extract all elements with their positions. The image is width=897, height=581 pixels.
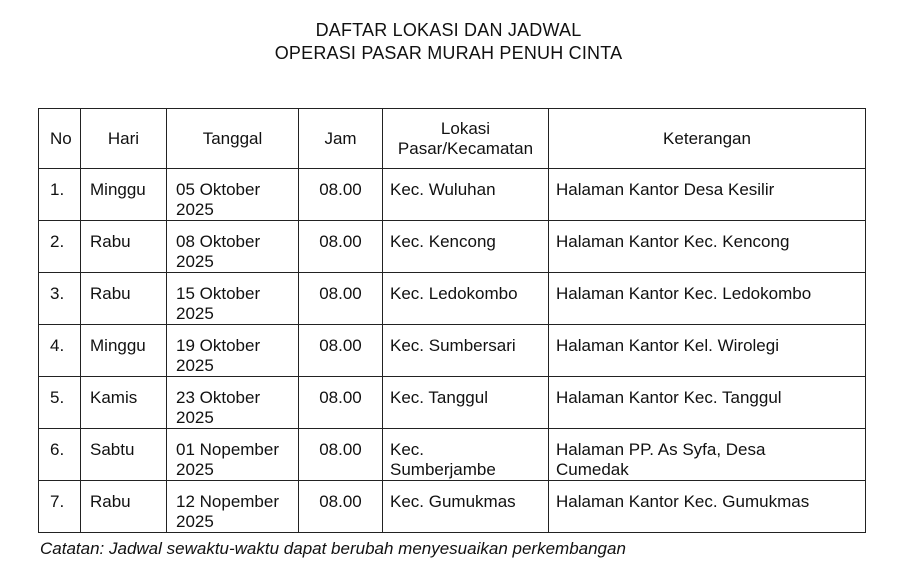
cell-tanggal-date: 23 Oktober	[176, 388, 261, 407]
cell-keterangan-line-1: Halaman Kantor Kec. Kencong	[556, 232, 790, 251]
cell-lokasi-line-1: Kec. Sumbersari	[390, 336, 516, 355]
cell-lokasi-line-1: Kec. Kencong	[390, 232, 496, 251]
cell-tanggal-year: 2025	[176, 200, 214, 219]
cell-no: 7.	[39, 481, 81, 533]
cell-keterangan-line-1: Halaman Kantor Kel. Wirolegi	[556, 336, 779, 355]
table-row	[39, 221, 866, 273]
cell-keterangan-line-1: Halaman Kantor Kec. Tanggul	[556, 388, 782, 407]
cell-lokasi-line-1: Kec. Gumukmas	[390, 492, 516, 511]
cell-lokasi	[383, 325, 549, 377]
cell-lokasi-line-2: Sumberjambe	[390, 460, 496, 479]
cell-keterangan-line-1: Halaman PP. As Syfa, Desa	[556, 440, 766, 459]
cell-no: 1.	[39, 169, 81, 221]
cell-keterangan	[549, 325, 866, 377]
cell-keterangan	[549, 221, 866, 273]
cell-tanggal-year: 2025	[176, 408, 214, 427]
cell-jam: 08.00	[299, 221, 383, 273]
cell-hari: Sabtu	[81, 429, 167, 481]
cell-lokasi-line-1: Kec. Tanggul	[390, 388, 488, 407]
table-header-row	[39, 109, 866, 169]
cell-lokasi-line-1: Kec. Wuluhan	[390, 180, 496, 199]
cell-keterangan-line-1: Halaman Kantor Desa Kesilir	[556, 180, 775, 199]
cell-lokasi	[383, 221, 549, 273]
cell-jam: 08.00	[299, 377, 383, 429]
cell-keterangan	[549, 273, 866, 325]
column-header-lokasi	[383, 109, 549, 169]
cell-tanggal	[167, 377, 299, 429]
column-header-jam: Jam	[299, 109, 383, 169]
cell-tanggal-date: 12 Nopember	[176, 492, 280, 511]
cell-tanggal-date: 15 Oktober	[176, 284, 261, 303]
cell-hari: Rabu	[81, 481, 167, 533]
footer-note: Catatan: Jadwal sewaktu-waktu dapat berubah menyesuaikan perkembangan	[40, 539, 626, 558]
cell-tanggal-year: 2025	[176, 304, 214, 323]
cell-tanggal	[167, 429, 299, 481]
cell-hari: Kamis	[81, 377, 167, 429]
cell-jam: 08.00	[299, 169, 383, 221]
table-row	[39, 481, 866, 533]
column-header-tanggal: Tanggal	[167, 109, 299, 169]
schedule-table	[38, 108, 866, 533]
cell-keterangan-line-1: Halaman Kantor Kec. Gumukmas	[556, 492, 810, 511]
cell-tanggal	[167, 221, 299, 273]
cell-tanggal-date: 01 Nopember	[176, 440, 280, 459]
cell-tanggal	[167, 481, 299, 533]
cell-tanggal-year: 2025	[176, 512, 214, 531]
cell-jam: 08.00	[299, 481, 383, 533]
document-title-line-2: OPERASI PASAR MURAH PENUH CINTA	[274, 43, 623, 63]
cell-keterangan-line-1: Halaman Kantor Kec. Ledokombo	[556, 284, 812, 303]
cell-tanggal-year: 2025	[176, 460, 214, 479]
cell-hari: Rabu	[81, 273, 167, 325]
cell-tanggal-date: 19 Oktober	[176, 336, 261, 355]
column-header-lokasi-line-1: Lokasi	[440, 118, 491, 138]
cell-keterangan-line-2: Cumedak	[556, 460, 629, 479]
cell-lokasi-line-1: Kec.	[390, 440, 425, 459]
cell-keterangan	[549, 377, 866, 429]
cell-no: 4.	[39, 325, 81, 377]
table-row	[39, 429, 866, 481]
cell-lokasi	[383, 377, 549, 429]
column-header-hari: Hari	[81, 109, 167, 169]
cell-tanggal	[167, 325, 299, 377]
cell-hari: Minggu	[81, 325, 167, 377]
cell-lokasi-line-1: Kec. Ledokombo	[390, 284, 518, 303]
cell-tanggal-date: 08 Oktober	[176, 232, 261, 251]
cell-lokasi	[383, 169, 549, 221]
column-header-no: No	[39, 109, 81, 169]
column-header-lokasi-line-2: Pasar/Kecamatan	[397, 138, 534, 158]
cell-tanggal	[167, 273, 299, 325]
cell-no: 5.	[39, 377, 81, 429]
cell-keterangan	[549, 169, 866, 221]
table-row	[39, 169, 866, 221]
cell-hari: Minggu	[81, 169, 167, 221]
cell-lokasi	[383, 273, 549, 325]
cell-lokasi	[383, 429, 549, 481]
document-title-line-1: DAFTAR LOKASI DAN JADWAL	[315, 20, 582, 40]
cell-hari: Rabu	[81, 221, 167, 273]
cell-jam: 08.00	[299, 325, 383, 377]
cell-jam: 08.00	[299, 273, 383, 325]
cell-tanggal-date: 05 Oktober	[176, 180, 261, 199]
cell-no: 2.	[39, 221, 81, 273]
table-row	[39, 377, 866, 429]
cell-tanggal-year: 2025	[176, 252, 214, 271]
cell-lokasi	[383, 481, 549, 533]
cell-no: 3.	[39, 273, 81, 325]
table-row	[39, 325, 866, 377]
cell-tanggal-year: 2025	[176, 356, 214, 375]
column-header-keterangan: Keterangan	[549, 109, 866, 169]
cell-keterangan	[549, 429, 866, 481]
cell-jam: 08.00	[299, 429, 383, 481]
cell-keterangan	[549, 481, 866, 533]
table-row	[39, 273, 866, 325]
cell-tanggal	[167, 169, 299, 221]
cell-no: 6.	[39, 429, 81, 481]
